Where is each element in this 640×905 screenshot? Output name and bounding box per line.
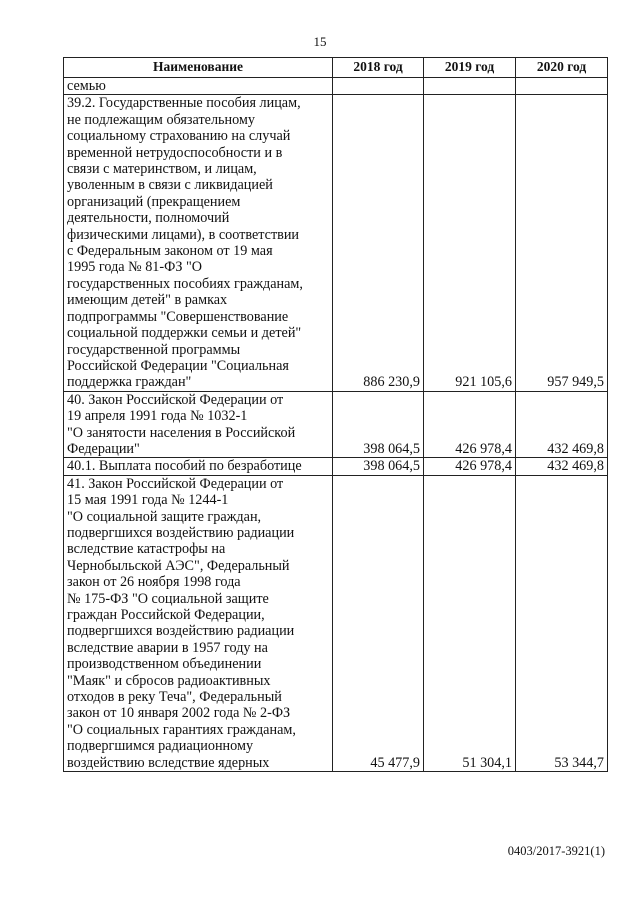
row-name-line: вследствие катастрофы на	[67, 541, 226, 558]
row-name-line: производственном объединении	[67, 656, 262, 673]
value-2018: 45 477,9	[333, 475, 424, 771]
row-name-line: с Федеральным законом от 19 мая	[67, 243, 273, 260]
row-name-line: "Маяк" и сбросов радиоактивных	[67, 672, 271, 689]
value-2019	[424, 78, 516, 95]
row-name-line: "О социальной защите граждан,	[67, 508, 262, 525]
row-name-line: связи с материнством, и лицам,	[67, 161, 257, 178]
row-name-cell	[64, 95, 333, 391]
value-2019: 51 304,1	[424, 475, 516, 771]
row-name-line: семью	[67, 78, 106, 94]
header-2018: 2018 год	[333, 58, 424, 78]
row-name-line: 40. Закон Российской Федерации от	[67, 391, 284, 408]
row-name-line: физическими лицами), в соответствии	[67, 226, 300, 243]
row-name-line: 15 мая 1991 года № 1244-1	[67, 492, 229, 509]
row-name-line: государственной программы	[67, 341, 241, 358]
row-name-line: закон от 26 ноября 1998 года	[67, 574, 241, 591]
row-name-line: деятельности, полномочий	[67, 210, 230, 227]
table-row	[64, 95, 608, 391]
row-name-line: социальной поддержки семьи и детей"	[67, 325, 302, 342]
value-2019: 426 978,4	[424, 391, 516, 458]
row-name-line: организаций (прекращением	[67, 193, 241, 210]
row-name-line: 40.1. Выплата пособий по безработице	[67, 458, 302, 475]
row-name-line: поддержка граждан"	[67, 374, 192, 391]
row-name-line: № 175-ФЗ "О социальной защите	[67, 590, 269, 607]
row-name-line: отходов в реку Теча", Федеральный	[67, 689, 282, 706]
row-name-line: не подлежащим обязательному	[67, 111, 256, 128]
value-2020: 432 469,8	[516, 458, 608, 475]
header-2020: 2020 год	[516, 58, 608, 78]
value-2018	[333, 78, 424, 95]
value-2020: 432 469,8	[516, 391, 608, 458]
value-2019: 426 978,4	[424, 458, 516, 475]
row-name-line: социальному страхованию на случай	[67, 128, 291, 145]
row-name-line: Федерации"	[67, 440, 140, 457]
row-name-line: уволенным в связи с ликвидацией	[67, 177, 273, 194]
row-name-line: государственных пособиях гражданам,	[67, 275, 303, 292]
table-header-row	[64, 58, 608, 78]
header-2019: 2019 год	[424, 58, 516, 78]
row-name-line: "О социальных гарантиях гражданам,	[67, 721, 296, 738]
header-name: Наименование	[64, 58, 333, 78]
row-name-line: Российской Федерации "Социальная	[67, 357, 289, 374]
table-row	[64, 78, 608, 95]
row-name-line: подвергшихся воздействию радиации	[67, 623, 295, 640]
row-name-line: подвергшимся радиационному	[67, 738, 254, 755]
row-name-line: временной нетрудоспособности и в	[67, 144, 283, 161]
row-name-line: вследствие аварии в 1957 году на	[67, 639, 268, 656]
row-name-line: закон от 10 января 2002 года № 2-ФЗ	[67, 705, 291, 722]
value-2018: 886 230,9	[333, 95, 424, 391]
row-name-line: подпрограммы "Совершенствование	[67, 308, 289, 325]
value-2020	[516, 78, 608, 95]
row-name-line: граждан Российской Федерации,	[67, 607, 265, 623]
row-name-line: имеющим детей" в рамках	[67, 292, 228, 309]
value-2019: 921 105,6	[424, 95, 516, 391]
row-name-line: 1995 года № 81-ФЗ "О	[67, 259, 203, 276]
value-2018: 398 064,5	[333, 391, 424, 458]
table-row	[64, 458, 608, 475]
table-row	[64, 475, 608, 771]
document-code: 0403/2017-3921(1)	[507, 844, 605, 858]
table-row	[64, 391, 608, 458]
row-name-line: 19 апреля 1991 года № 1032-1	[67, 408, 248, 425]
row-name-line: "О занятости населения в Российской	[67, 424, 296, 441]
row-name-cell	[64, 391, 333, 458]
row-name-line: воздействию вследствие ядерных	[67, 754, 270, 771]
value-2018: 398 064,5	[333, 458, 424, 475]
row-name-cell	[64, 458, 333, 475]
row-name-line: 39.2. Государственные пособия лицам,	[67, 95, 301, 112]
page-number: 15	[313, 34, 327, 49]
row-name-line: подвергшихся воздействию радиации	[67, 524, 295, 541]
row-name-line: Чернобыльской АЭС", Федеральный	[67, 557, 290, 574]
row-name-line: 41. Закон Российской Федерации от	[67, 475, 284, 492]
budget-table	[63, 57, 608, 772]
table-body	[64, 78, 608, 772]
row-name-cell	[64, 475, 333, 771]
row-name-cell	[64, 78, 333, 95]
value-2020: 53 344,7	[516, 475, 608, 771]
value-2020: 957 949,5	[516, 95, 608, 391]
